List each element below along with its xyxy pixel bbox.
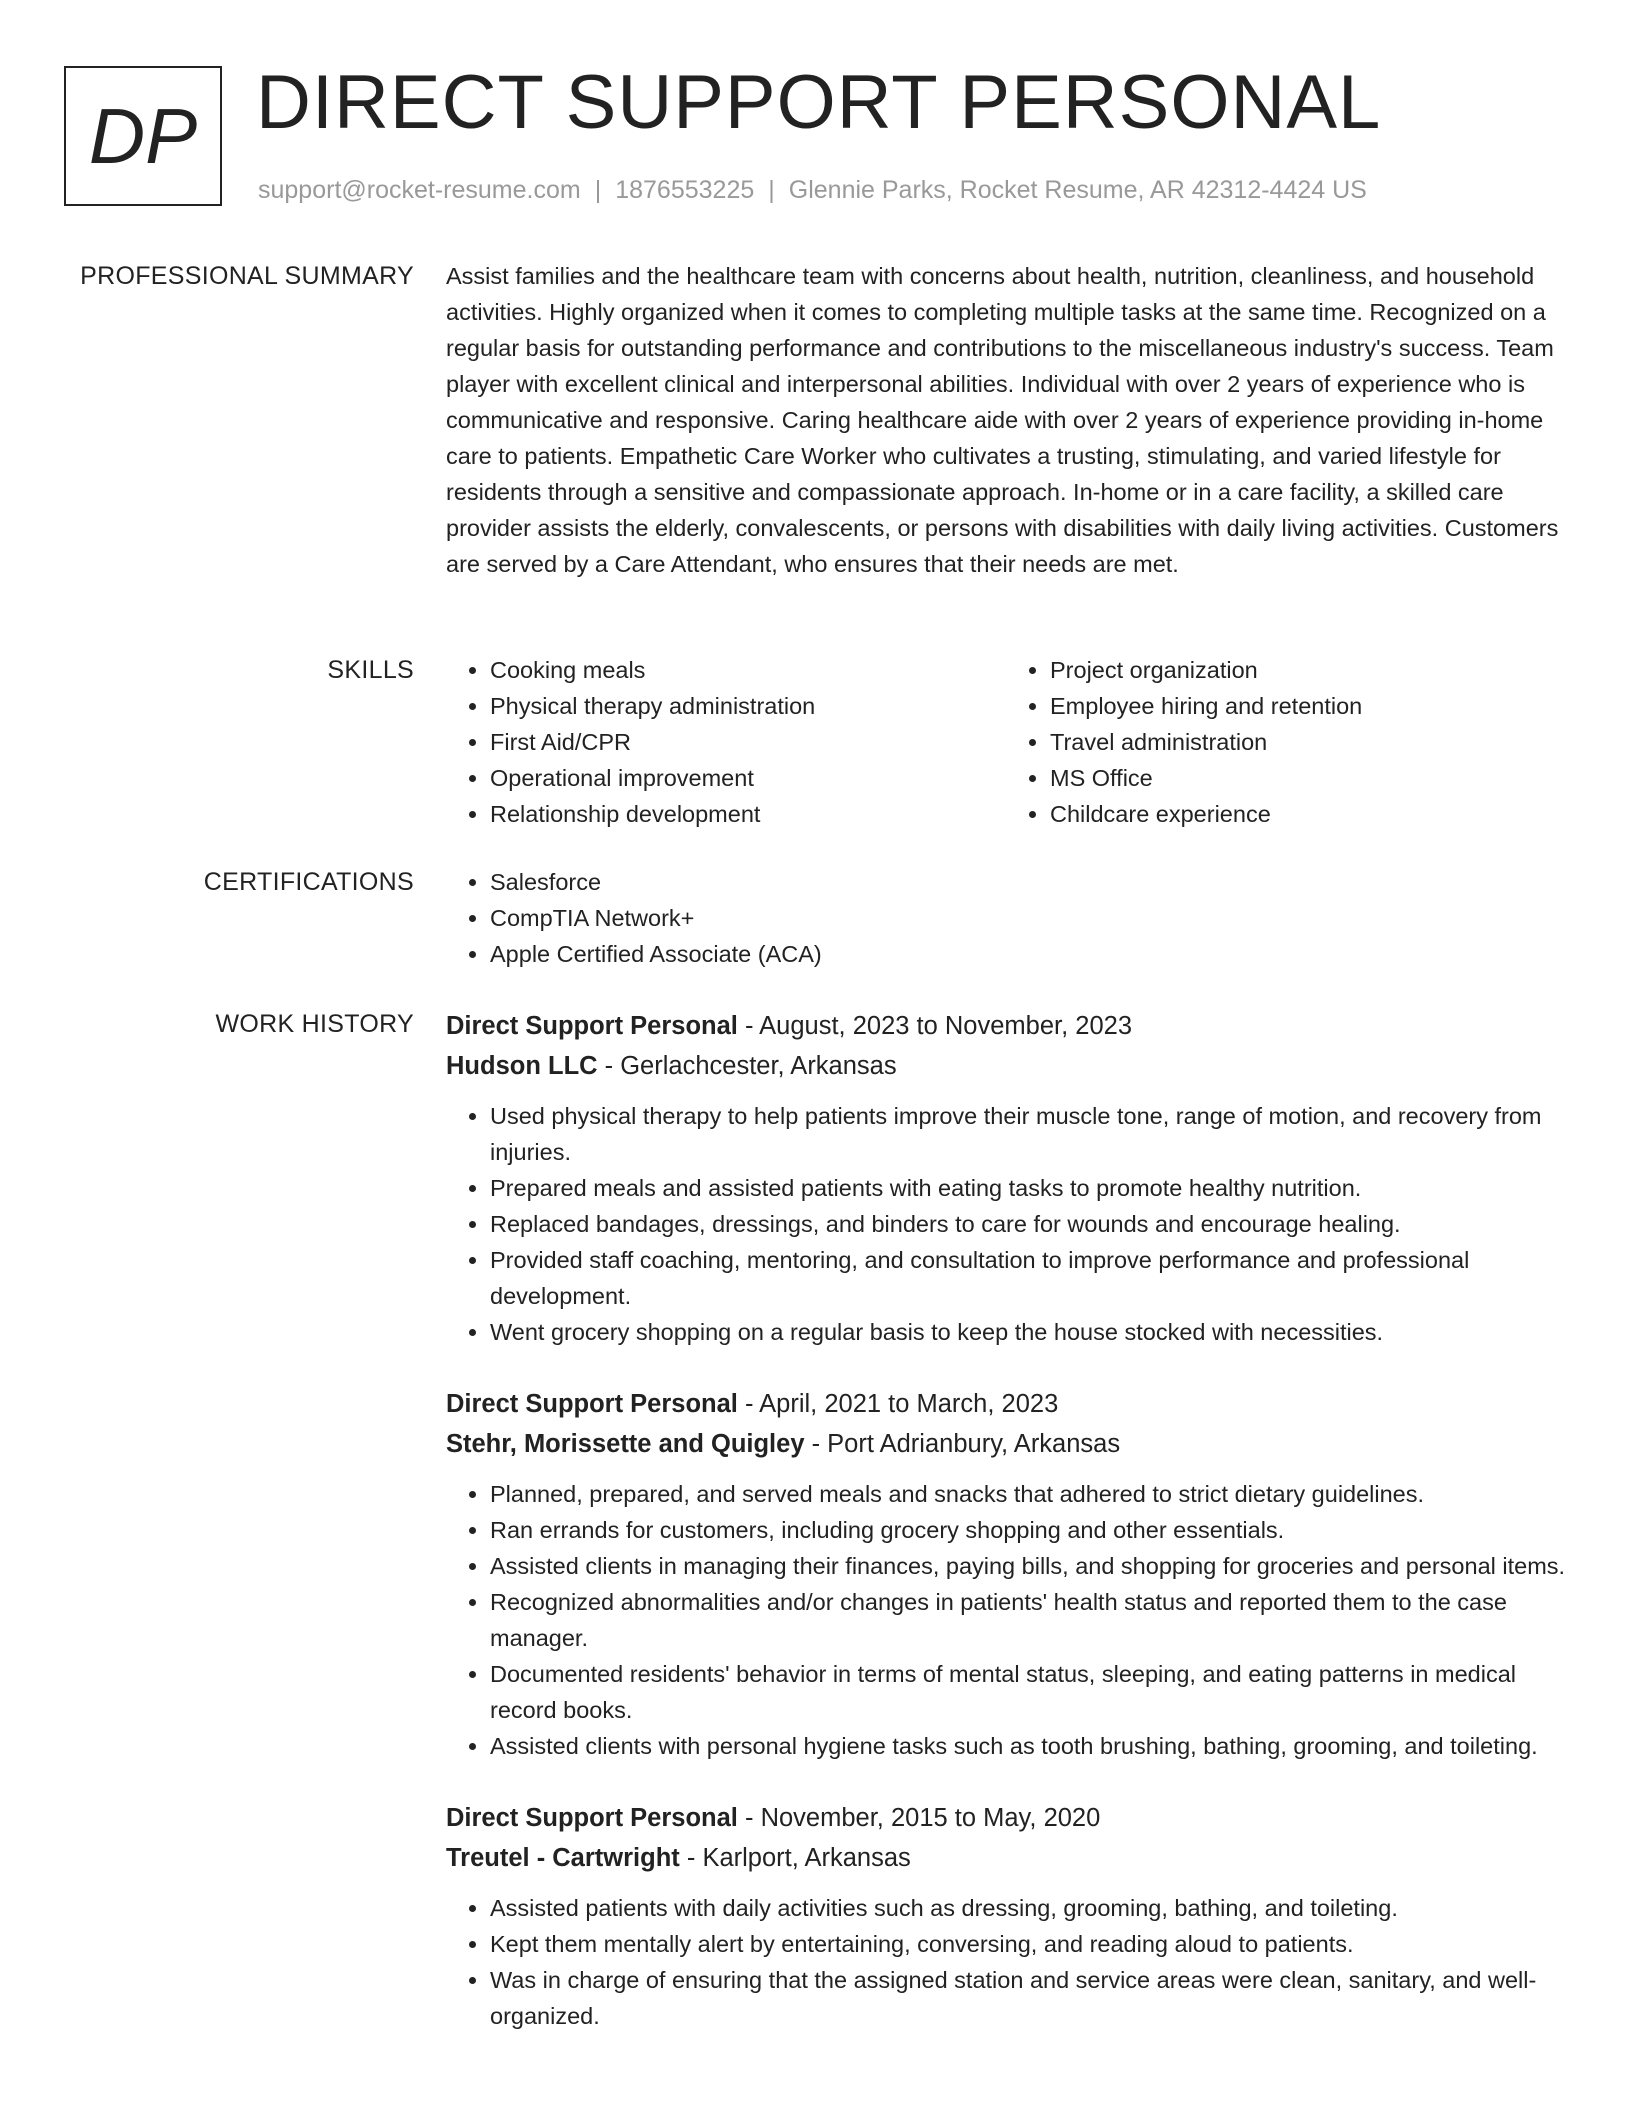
job-location: - Port Adrianbury, Arkansas	[804, 1430, 1121, 1458]
skills-list-right	[1006, 652, 1566, 832]
skill-item: • Childcare experience	[1050, 796, 1566, 832]
job-bullet: • Replaced bandages, dressings, and binders to care for wounds and encourage healing.	[490, 1206, 1566, 1242]
job-bullet: • Went grocery shopping on a regular basis to keep the house stocked with necessities.	[490, 1314, 1566, 1350]
job-entry	[446, 1006, 1566, 1350]
job-bullet: • Assisted clients in managing their finances, paying bills, and shopping for groceries and personal items.	[490, 1548, 1566, 1584]
skill-item: • MS Office	[1050, 760, 1566, 796]
job-company-line	[446, 1838, 1566, 1878]
job-dates: - November, 2015 to May, 2020	[737, 1804, 1101, 1832]
job-entry	[446, 1384, 1566, 1764]
contact-address: Glennie Parks, Rocket Resume, AR 42312-4424 US	[788, 176, 1367, 204]
job-entry	[446, 1798, 1566, 2034]
job-company: Treutel - Cartwright	[446, 1844, 680, 1872]
job-title-line	[446, 1798, 1566, 1838]
work-history-body	[446, 1006, 1566, 2068]
job-company: Stehr, Morissette and Quigley	[446, 1430, 805, 1458]
section-label: PROFESSIONAL SUMMARY	[80, 262, 414, 290]
skill-item: • Relationship development	[490, 796, 1006, 832]
skill-item: • Cooking meals	[490, 652, 1006, 688]
job-bullet: • Kept them mentally alert by entertaining, conversing, and reading aloud to patients.	[490, 1926, 1566, 1962]
job-bullets	[446, 1098, 1566, 1350]
job-bullet: • Assisted patients with daily activities such as dressing, grooming, bathing, and toileting.	[490, 1890, 1566, 1926]
job-bullet: • Assisted clients with personal hygiene tasks such as tooth brushing, bathing, grooming, and toileting.	[490, 1728, 1566, 1764]
skill-item: • Employee hiring and retention	[1050, 688, 1566, 724]
section-label: WORK HISTORY	[215, 1010, 414, 1038]
monogram: DP	[64, 66, 222, 206]
job-dates: - April, 2021 to March, 2023	[737, 1390, 1059, 1418]
job-title: Direct Support Personal	[446, 1390, 738, 1418]
job-title-line	[446, 1006, 1566, 1046]
job-bullet: • Used physical therapy to help patients improve their muscle tone, range of motion, and recovery from injuries.	[490, 1098, 1566, 1170]
certification-item: • Salesforce	[490, 864, 1566, 900]
job-title: Direct Support Personal	[446, 1012, 738, 1040]
certifications-list	[446, 864, 1566, 972]
skill-item: • Operational improvement	[490, 760, 1006, 796]
job-bullet: • Prepared meals and assisted patients with eating tasks to promote healthy nutrition.	[490, 1170, 1566, 1206]
job-bullets	[446, 1890, 1566, 2034]
job-bullet: • Was in charge of ensuring that the assigned station and service areas were clean, sanitary, and well-organized.	[490, 1962, 1566, 2034]
section-label: CERTIFICATIONS	[203, 868, 414, 896]
skill-item: • Project organization	[1050, 652, 1566, 688]
skill-item: • Physical therapy administration	[490, 688, 1006, 724]
job-bullet: • Provided staff coaching, mentoring, and consultation to improve performance and professional development.	[490, 1242, 1566, 1314]
certifications-body	[446, 864, 1566, 972]
skill-item: • Travel administration	[1050, 724, 1566, 760]
contact-email[interactable]: support@rocket-resume.com	[258, 176, 581, 204]
job-bullet: • Ran errands for customers, including grocery shopping and other essentials.	[490, 1512, 1566, 1548]
certification-item: • CompTIA Network+	[490, 900, 1566, 936]
job-company-line	[446, 1424, 1566, 1464]
job-bullet: • Documented residents' behavior in terms of mental status, sleeping, and eating patterns in medical record books.	[490, 1656, 1566, 1728]
candidate-name: DIRECT SUPPORT PERSONAL	[256, 60, 1382, 145]
job-bullet: • Recognized abnormalities and/or changes in patients' health status and reported them to the case manager.	[490, 1584, 1566, 1656]
contact-separator: |	[594, 176, 602, 204]
job-company-line	[446, 1046, 1566, 1086]
job-bullets	[446, 1476, 1566, 1764]
job-title-line	[446, 1384, 1566, 1424]
contact-line	[258, 174, 1367, 206]
job-title: Direct Support Personal	[446, 1804, 738, 1832]
skill-item: • First Aid/CPR	[490, 724, 1006, 760]
section-label: SKILLS	[327, 656, 414, 684]
job-location: - Karlport, Arkansas	[679, 1844, 911, 1872]
skills-columns	[446, 652, 1566, 832]
summary-text: Assist families and the healthcare team with concerns about health, nutrition, cleanliness, and household activities. Highly organized when it comes to completing multiple tasks at the same time. Recognized on a regular basis for outstanding performance and contributions to the miscellaneous industry's success. Team player with excellent clinical and interpersonal abilities. Individual with over 2 years of experience who is communicative and responsive. Caring healthcare aide with over 2 years of experience providing in-home care to patients. Empathetic Care Worker who cultivates a trusting, stimulating, and varied lifestyle for residents through a sensitive and compassionate approach. In-home or in a care facility, a skilled care provider assists the elderly, convalescents, or persons with disabilities with daily living activities. Customers are served by a Care Attendant, who ensures that their needs are met.	[446, 263, 1559, 577]
skills-list-left	[446, 652, 1006, 832]
job-bullet: • Planned, prepared, and served meals and snacks that adhered to strict dietary guidelines.	[490, 1476, 1566, 1512]
job-dates: - August, 2023 to November, 2023	[737, 1012, 1132, 1040]
contact-separator: |	[768, 176, 775, 204]
certification-item: • Apple Certified Associate (ACA)	[490, 936, 1566, 972]
contact-phone[interactable]: 1876553225	[615, 176, 755, 204]
job-company: Hudson LLC	[446, 1052, 598, 1080]
job-location: - Gerlachcester, Arkansas	[597, 1052, 897, 1080]
